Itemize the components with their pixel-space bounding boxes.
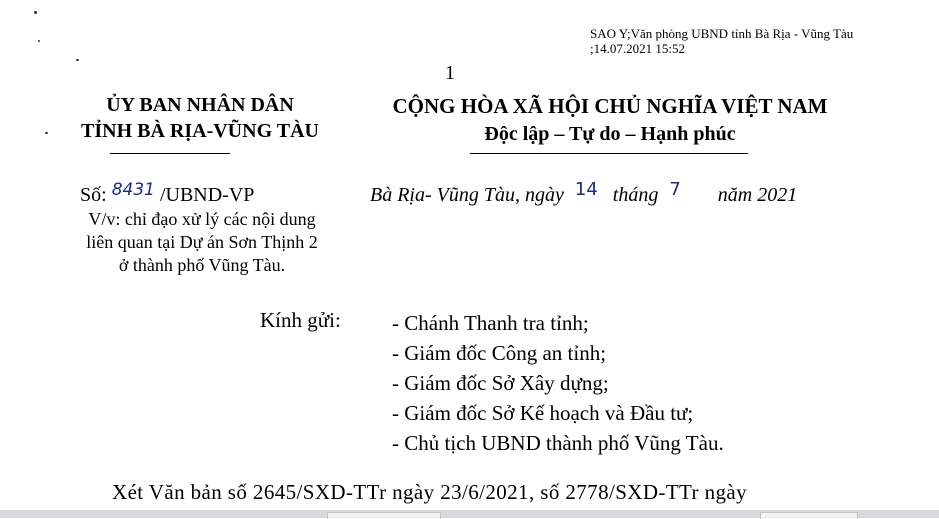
stamp-line-2: ;14.07.2021 15:52	[590, 41, 685, 56]
org-line-1: ỦY BAN NHÂN DÂN	[106, 94, 294, 116]
scan-speck	[45, 132, 48, 134]
dateline	[370, 179, 798, 207]
dateline-year: năm 2021	[717, 184, 798, 206]
scan-speck	[38, 40, 40, 42]
page-number: 1	[445, 62, 455, 84]
subject-line-3: ở thành phố Vũng Tàu.	[118, 255, 286, 275]
recipient-item: - Giám đốc Sở Kế hoạch và Đầu tư;	[392, 401, 694, 425]
dateline-month-label: tháng	[612, 184, 659, 206]
scan-speck	[34, 11, 37, 14]
recipient-item: - Chánh Thanh tra tỉnh;	[392, 311, 589, 335]
nation-title: CỘNG HÒA XÃ HỘI CHỦ NGHĨA VIỆT NAM	[392, 94, 828, 118]
document-number	[80, 180, 255, 207]
nation-motto: Độc lập – Tự do – Hạnh phúc	[484, 123, 736, 145]
subject-line-1: V/v: chỉ đạo xử lý các nội dung	[88, 209, 316, 229]
docno-prefix: Số:	[80, 184, 107, 206]
subject-line-2: liên quan tại Dự án Sơn Thịnh 2	[86, 232, 318, 252]
recipient-item: - Giám đốc Công an tỉnh;	[392, 341, 607, 365]
issuing-organization	[70, 92, 330, 144]
recipients-list	[392, 308, 724, 458]
viewer-bottom-bar	[0, 510, 939, 518]
recipient-item: - Giám đốc Sở Xây dựng;	[392, 371, 609, 395]
docno-suffix: /UBND-VP	[159, 184, 255, 206]
org-divider	[110, 153, 230, 154]
docno-handwritten: 8431	[111, 180, 155, 200]
dateline-day: 14	[574, 179, 598, 200]
org-line-2: TỈNH BÀ RỊA-VŨNG TÀU	[81, 120, 319, 142]
dateline-place: Bà Rịa- Vũng Tàu, ngày	[370, 184, 564, 206]
recipients-label: Kính gửi:	[260, 308, 341, 332]
recipient-item: - Chủ tịch UBND thành phố Vũng Tàu.	[392, 431, 724, 455]
national-header	[370, 92, 850, 148]
scan-speck	[76, 59, 79, 61]
motto-divider	[470, 153, 748, 154]
body-paragraph-line: Xét Văn bản số 2645/SXD-TTr ngày 23/6/2021, số 2778/SXD-TTr ngày	[112, 480, 747, 504]
stamp-line-1: SAO Y;Văn phòng UBND tỉnh Bà Rịa - Vũng Tàu	[590, 26, 854, 41]
document-subject	[60, 208, 344, 277]
digital-copy-stamp	[590, 26, 930, 56]
dateline-month: 7	[669, 179, 681, 200]
